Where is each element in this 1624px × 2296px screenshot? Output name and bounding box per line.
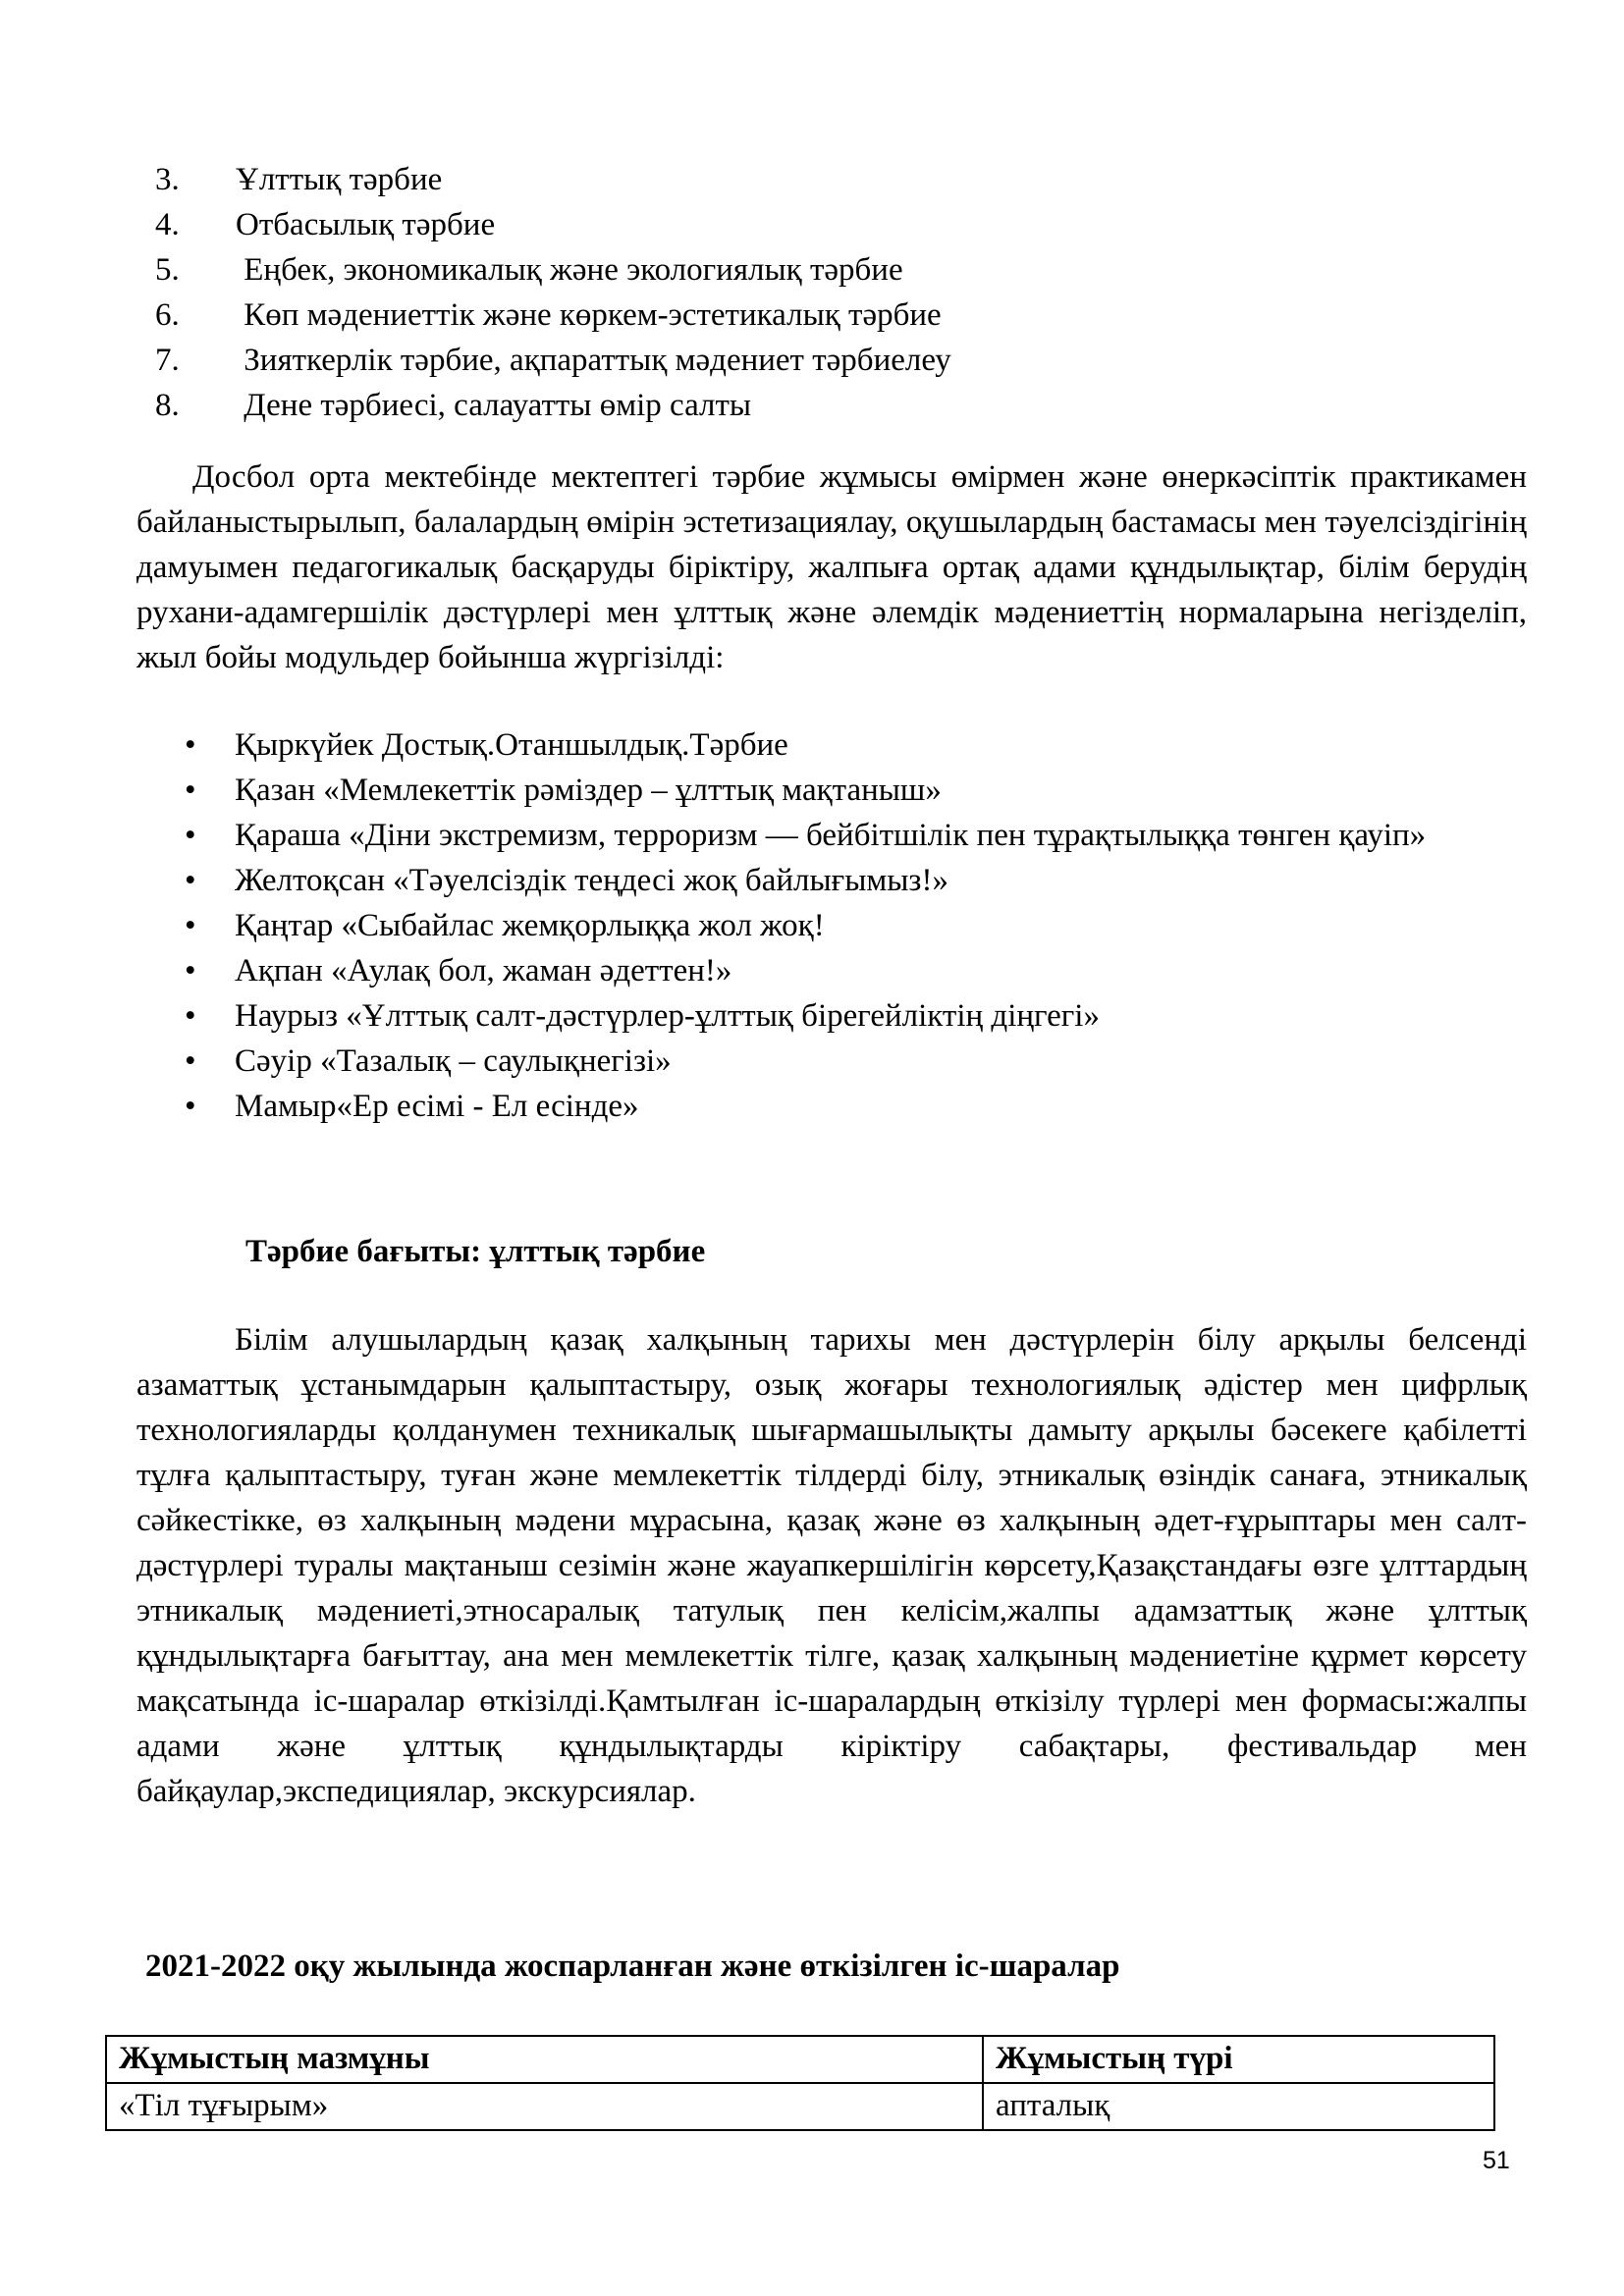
bullet-item: • Қаңтар «Сыбайлас жемқорлыққа жол жоқ! — [185, 903, 1527, 948]
column-header-content: Жұмыстың мазмұны — [106, 2036, 983, 2083]
monthly-modules-list — [185, 722, 1527, 1129]
list-text: Еңбек, экономикалық және экологиялық тәрбие — [236, 252, 903, 288]
numbered-list — [155, 157, 951, 428]
table-cell: апталық — [983, 2083, 1494, 2130]
events-table — [105, 2035, 1495, 2131]
section-heading: Тәрбие бағыты: ұлттық тәрбие — [245, 1234, 706, 1269]
list-text: Зияткерлік тәрбие, ақпараттық мәдениет тәрбиелеу — [236, 343, 951, 378]
list-item — [155, 293, 951, 338]
list-text: Ұлттық тәрбие — [236, 162, 443, 197]
bullet-item: • Қараша «Діни экстремизм, терроризм — бейбітшілік пен тұрақтылыққа төнген қауіп» — [185, 813, 1527, 858]
list-item — [155, 202, 951, 247]
list-number: 7. — [155, 343, 180, 378]
bullet-item: • Қазан «Мемлекеттік рәміздер – ұлттық мақтаныш» — [185, 768, 1527, 813]
list-text: Дене тәрбиесі, салауатты өмір салты — [236, 388, 752, 423]
list-item — [155, 247, 951, 293]
table-heading: 2021-2022 оқу жылында жоспарланған және өткізілген іс-шаралар — [145, 1949, 1120, 1984]
table-header-row — [106, 2036, 1494, 2083]
bullet-item: • Қыркүйек Достық.Отаншылдық.Тәрбие — [185, 722, 1527, 768]
list-text: Отбасылық тәрбие — [236, 207, 496, 242]
list-item — [155, 338, 951, 383]
list-number: 5. — [155, 252, 180, 288]
list-text: Көп мәдениеттік және көркем-эстетикалық тәрбие — [236, 297, 942, 333]
list-number: 8. — [155, 388, 180, 423]
bullet-item: • Ақпан «Аулақ бол, жаман әдеттен!» — [185, 948, 1527, 993]
list-number: 6. — [155, 297, 180, 333]
list-number: 3. — [155, 162, 180, 197]
bullet-item: • Наурыз «Ұлттық салт-дәстүрлер-ұлттық бірегейліктің діңгегі» — [185, 993, 1527, 1039]
bullet-item: • Мамыр«Ер есімі - Ел есінде» — [185, 1084, 1527, 1129]
table-row — [106, 2083, 1494, 2130]
column-header-type: Жұмыстың түрі — [983, 2036, 1494, 2083]
table-cell: «Тіл тұғырым» — [106, 2083, 983, 2130]
intro-paragraph: Досбол орта мектебінде мектептегі тәрбие жұмысы өмірмен және өнеркәсіптік практикамен байланыстырылып, балалардың өмірін эстетизациялау, оқушылардың бастамасы мен тәуелсіздігінің дамуымен педагогикалық басқаруды біріктіру, жалпыға ортақ адами құндылықтар, білім берудің рухани-адамгершілік дәстүрлері мен ұлттық және әлемдік мәдениеттің нормаларына негізделіп, жыл бойы модульдер бойынша жүргізілді: — [136, 459, 1527, 675]
list-item — [155, 157, 951, 202]
page-number: 51 — [1483, 2147, 1510, 2174]
bullet-item: • Желтоқсан «Тәуелсіздік теңдесі жоқ байлығымыз!» — [185, 858, 1527, 903]
list-item — [155, 383, 951, 428]
body-paragraph: Білім алушылардың қазақ халқының тарихы мен дәстүрлерін білу арқылы белсенді азаматтық ұстанымдарын қалыптастыру, озық жоғары технологиялық әдістер мен цифрлық технологияларды қолданумен техникалық шығармашылықты дамыту арқылы бәсекеге қабілетті тұлға қалыптастыру, туған және мемлекеттік тілдерді білу, этникалық өзіндік санаға, этникалық сәйкестікке, өз халқының мәдени мұрасына, қазақ және өз халқының әдет-ғұрыптары мен салт-дәстүрлері туралы мақтаныш сезімін және жауапкершілігін көрсету,Қазақстандағы өзге ұлттардың этникалық мәдениеті,этносаралық татулық пен келісім,жалпы адамзаттық және ұлттық құндылықтарға бағыттау, ана мен мемлекеттік тілге, қазақ халқының мәдениетіне құрмет көрсету мақсатында іс-шаралар өткізілді.Қамтылған іс-шаралардың өткізілу түрлері мен формасы:жалпы адами және ұлттық құндылықтарды кіріктіру сабақтары, фестивальдар мен байқаулар,экспедициялар, экскурсиялар. — [136, 1322, 1527, 1809]
list-number: 4. — [155, 207, 180, 242]
bullet-item: • Сәуір «Тазалық – саулықнегізі» — [185, 1039, 1527, 1084]
